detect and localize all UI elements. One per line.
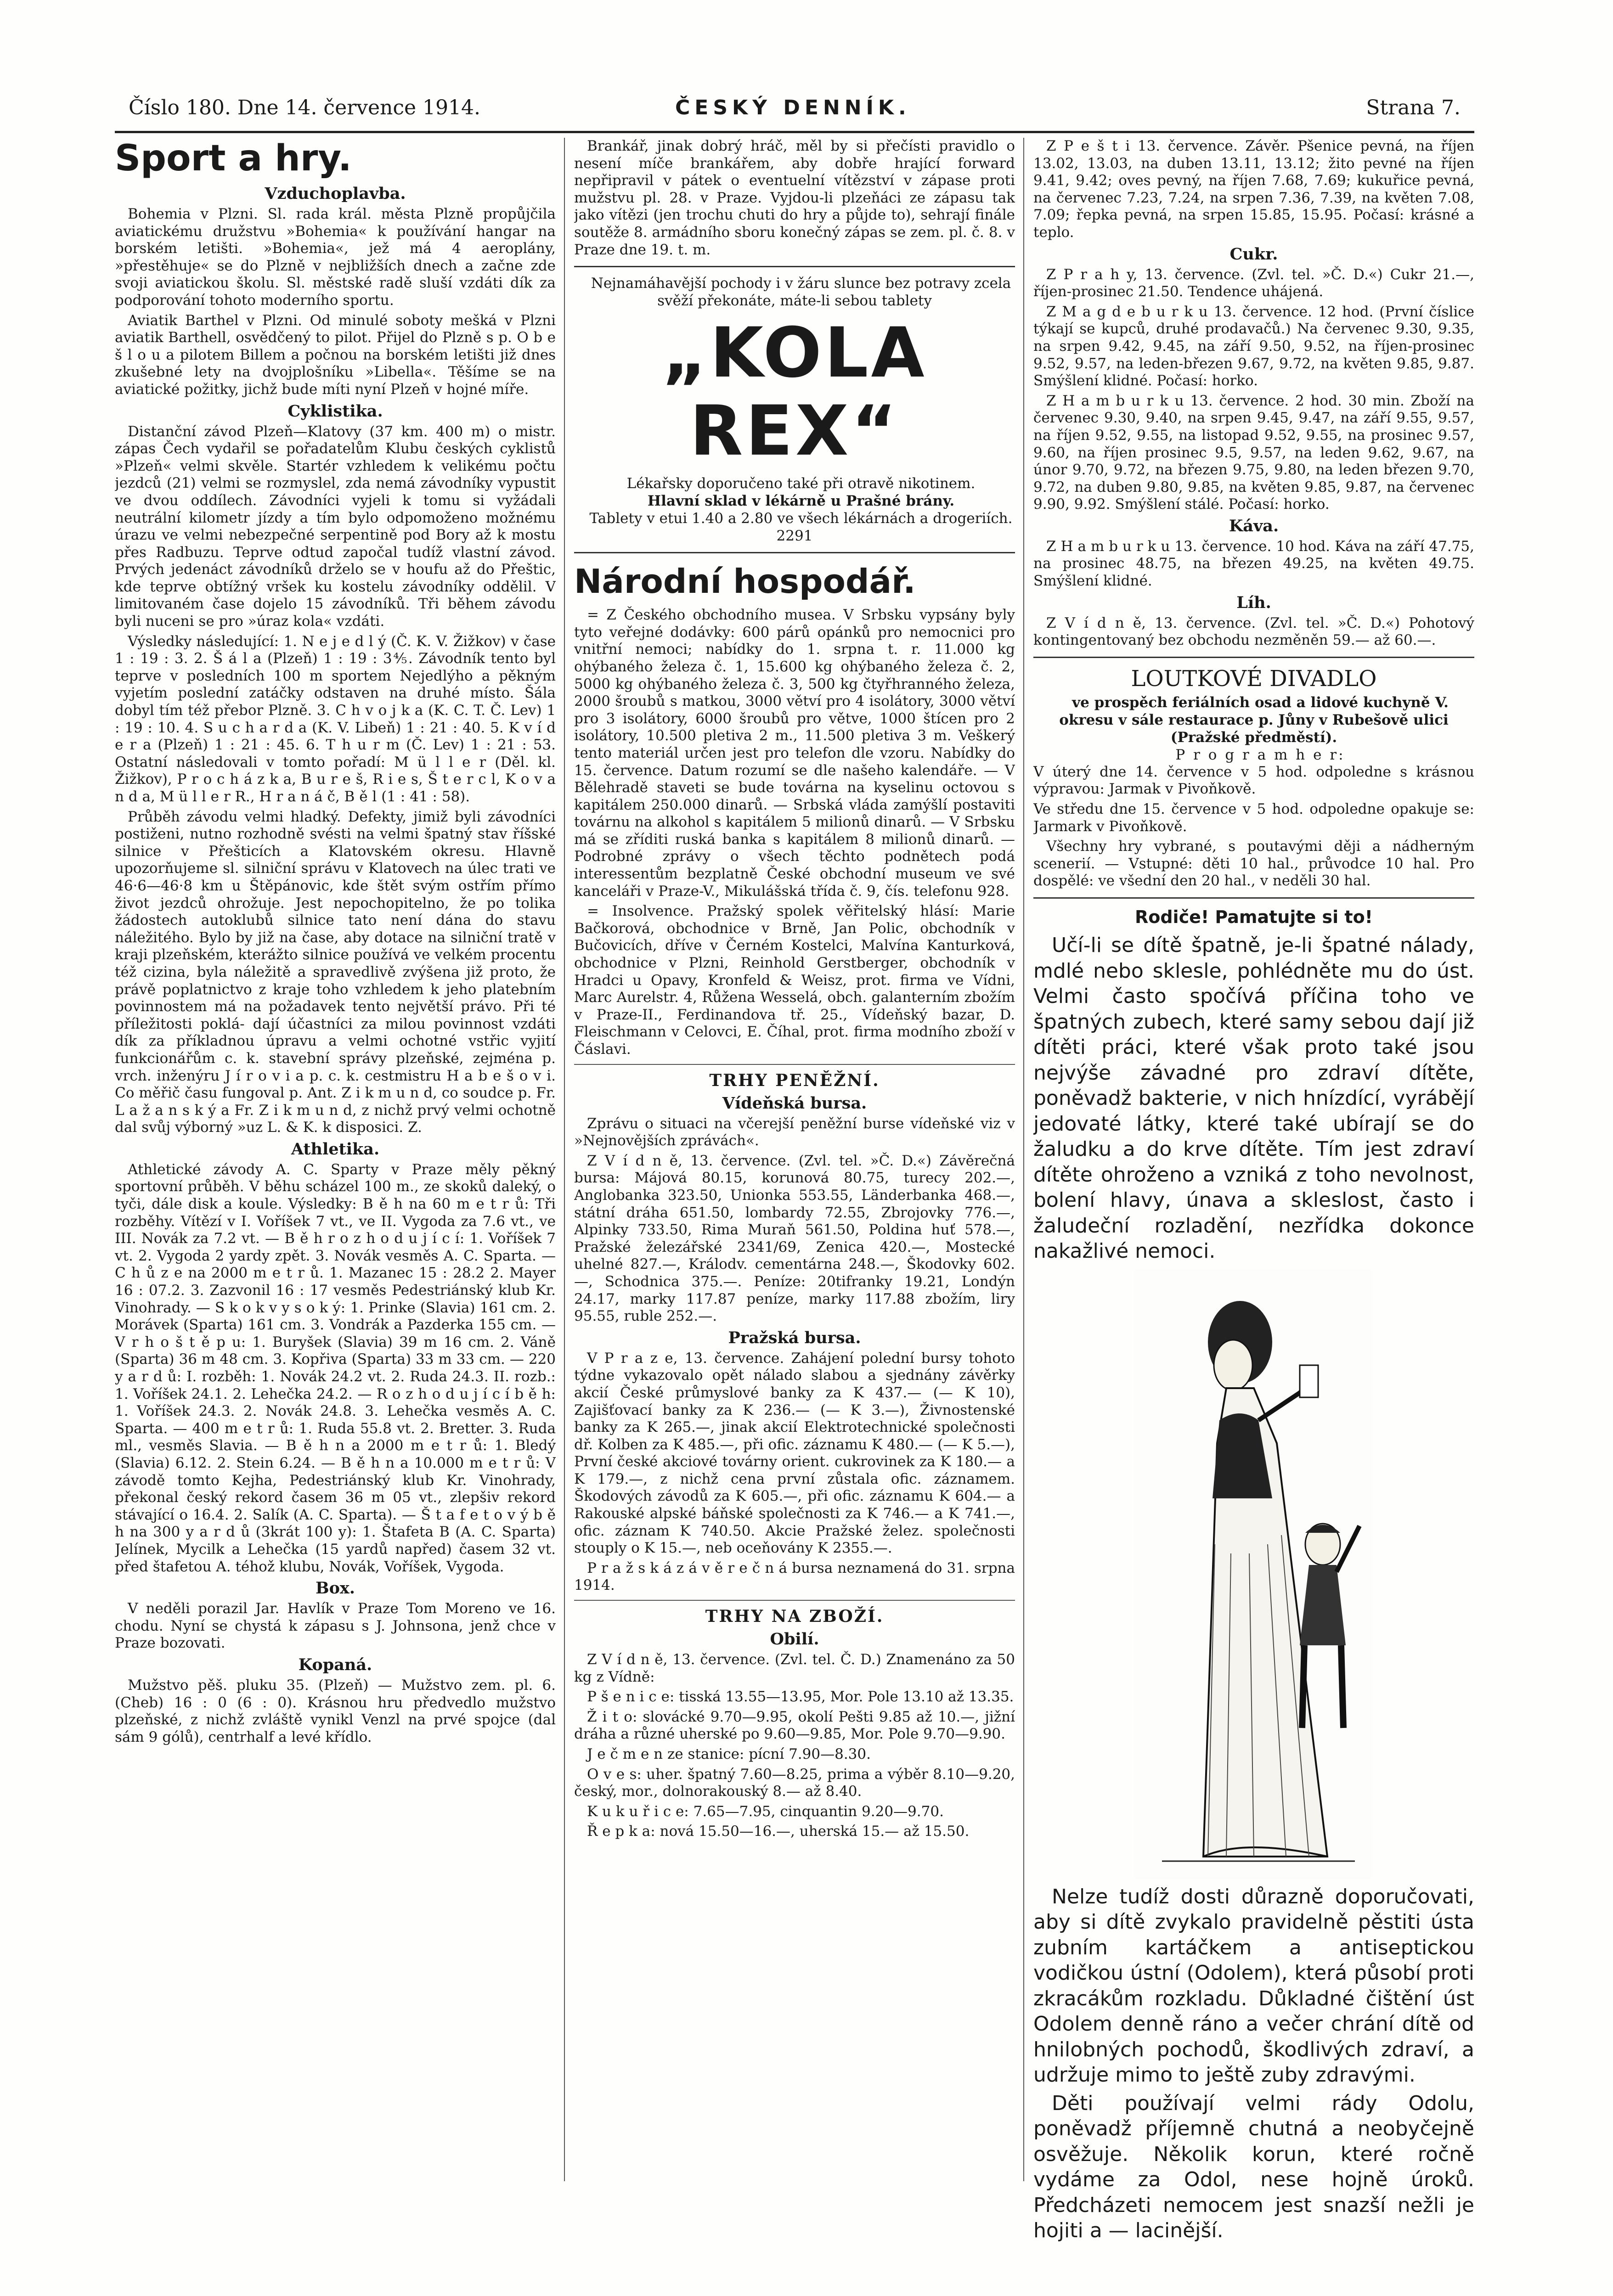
article-paragraph: K u k u ř i c e: 7.65—7.95, cinquantin 9.20—9.70. — [587, 1803, 944, 1820]
ad-divider — [1033, 657, 1474, 658]
ad-text: Hlavní sklad v lékárně u Prašné brány. — [647, 493, 955, 510]
column-markets — [1033, 138, 1474, 2250]
ad-text: Nelze tudíž dosti důrazně doporučovati, aby si dítě zvykalo pravidelně pěstiti ústa zubním kartáčkem a antiseptickou vodičkou ústní (Odolem), která působí proti zkracákům rozkladu. Důkladné čištění úst Odolem denně ráno a večer chrání dítě od hnilobných pochodů, škodlivých zdraví, a udržuje mimo to ještě zuby zdravými. — [1033, 1885, 1474, 2087]
article-paragraph: V P r a z e, 13. července. Zahájení polední bursy tohoto týdne vykazovalo opět nálado slabou a sjednány závěrky akcií České průmyslové banky za K 437.— (— K 10), Zajišťovací banky za K 236.— (— K 3.—), Živnostenské banky za K 265.—, jinak akcií Elektrotechnické společnosti dř. Kolben za K 485.—, při ofic. záznamu K 480.— (— K 5.—), První české akciové továrny orient. cukrovinek za K 180.— a K 179.—, z nichž cena první zůstala ofic. záznamem. Škodových závodů za K 605.—, při ofic. záznamu K 604.— a Rakouské alpské báňské společnosti za K 746.— a K 741.—, ofic. záznam K 740.50. Akcie Pražské želez. společnosti stouply o K 15.—, neb oceňovány K 2355.—. — [574, 1350, 1015, 1557]
advertisement-kola-rex — [574, 275, 1015, 545]
article-paragraph: Brankář, jinak dobrý hráč, měl by si přečísti pravidlo o nesení míče brankářem, aby dobře hrající forward nepřipravil v pátek o eventuelní vítězství v zápase proti mužstvu pl. 28. v Praze. Vyjdou-li plzeňáci ze zápasu tak jako vítězi (jen trochu chuti do hry a půjde to), sehrají finále soutěže 8. armádního sboru konečný zápas se zem. pl. č. 8. v Praze dne 19. t. m. — [574, 138, 1015, 258]
column-divider — [1023, 138, 1024, 2181]
ad-text: P r o g r a m h e r: — [1175, 746, 1345, 763]
article-paragraph: P r a ž s k á z á v ě r e č n á bursa neznamená do 31. srpna 1914. — [574, 1559, 1015, 1594]
article-paragraph: Mužstvo pěš. pluku 35. (Plzeň) — Mužstvo zem. pl. 6. (Cheb) 16 : 0 (6 : 0). Krásnou hru předvedlo mužstvo plzeňské, z nichž zvláště vynikl Venzl na prvé spojce (dal sám 9 gólů), centrhalf a levé křídlo. — [115, 1677, 556, 1745]
article-paragraph: J e č m e n ze stanice: pícní 7.90—8.30. — [587, 1746, 871, 1762]
newspaper-title: ČESKÝ DENNÍK. — [675, 96, 911, 119]
ad-text: V úterý dne 14. července v 5 hod. odpoledne s krásnou výpravou: Jarmak v Pivoňkově. — [1033, 763, 1474, 798]
column-economy — [574, 138, 1015, 2167]
heading-obili: Obilí. — [770, 1630, 819, 1649]
article-paragraph: Z P e š t i 13. července. Závěr. Pšenice pevná, na říjen 13.02, 13.03, na duben 13.11, 13.12; žito pevné na říjen 9.41, 9.42; oves pevný, na říjen 7.68, 7.69; kukuřice pevná, na červenec 7.23, 7.24, na srpen 7.36, 7.39, na květen 7.08, 7.09; řepka pevná, na srpen 15.85, 15.95. Počasí: krásné a teplo. — [1033, 138, 1474, 241]
article-paragraph: Aviatik Barthel v Plzni. Od minulé soboty mešká v Plzni aviatik Barthell, osvědčený to pilot. Přijel do Plzně s p. O b e š l o u a pilotem Billem a počnou na borském letišti již dnes zkušebné lety na dvojplošníku »Libella«. Těšíme se na aviatické požitky, jichž bude míti nyní Plzeň v hojné míře. — [115, 312, 556, 398]
heading-trhy-zbozi: TRHY NA ZBOŽÍ. — [705, 1607, 884, 1626]
divider — [574, 1064, 1015, 1065]
article-paragraph: Z V í d n ě, 13. července. (Zvl. tel. »Č. D.«) Pohotový kontingentovaný bez obchodu nezměněn 59.— až 60.—. — [1033, 614, 1474, 649]
page-number: Strana 7. — [1366, 96, 1461, 119]
article-paragraph: Ř e p k a: nová 15.50—16.—, uherská 15.— až 15.50. — [587, 1823, 970, 1840]
heading-prazska-bursa: Pražská bursa. — [728, 1328, 861, 1347]
heading-cukr: Cukr. — [1229, 244, 1278, 264]
article-paragraph: Průběh závodu velmi hladký. Defekty, jimiž byli závodníci postiženi, nutno rozhodně svésti na velmi špatný stav říšské silnice v Přešticích a Klatovském okresu. Hlavně upozorňujeme sl. silniční správu v Klatovech na úlec trati ve 46·6—46·8 km u Štěpánovic, kde štět svým ostřím přímo život jezdců ohrožuje. Jest nepochopitelno, že po tolika žádostech autoklubů silnice tato není dána do stavu náležitého. Bylo by již na čase, aby dotace na silniční tratě v kraji plzeňském, kterážto silnice používá ve velkém procentu též cizina, byla náležitě a spravedlivě zvýšena již proto, že právě poplatnictvo z kraje toho vzhledem k jeho platebním povinnostem má na požadavek tento největší právo. Při té příležitosti poklá- dají účastníci za milou povinnost vzdáti dík za příkladnou úpravu a velmi ochotné vstřic vyjití funkcionářům c. k. stavební správy plzeňské, zejména p. vrch. inženýru J í r o v i a p. c. k. cestmistru H a b e š o v i. Co měřič času fungoval p. Ant. Z i k m u n d, co soudce p. Fr. L a ž a n s k ý a Fr. Z i k m u n d, z nichž prvý velmi ochotně dal svůj výborný »uz L. & K. k disposici. Z. — [115, 808, 556, 1136]
divider — [574, 1600, 1015, 1601]
ad-text: Všechny hry vybrané, s poutavými ději a nádherným scenerií. — Vstupné: děti 10 hal., průvodce 10 hal. Pro dospělé: ve všední den 20 hal., v neděli 30 hal. — [1033, 838, 1474, 889]
article-paragraph: Athletické závody A. C. Sparty v Praze měly pěkný sportovní průběh. V běhu scházel 100 m., ze skoků daleký, o tyči, dále disk a koule. Výsledky: B ě h na 60 m e t r ů: Tři rozběhy. Vítězí v I. Voříšek 7 vt., ve II. Vygoda za 7.6 vt., ve III. Novák za 7.2 vt. — B ě h r o z h o d u j í c í: 1. Voříšek 7 vt. 2. Vygoda 2 yardy zpět. 3. Novák vesměs A. C. Sparta. — C h ů z e na 2000 m e t r ů. 1. Mazanec 15 : 28.2 2. Mayer 16 : 07.2. 3. Zazvonil 16 : 17 vesměs Pedestriánský klub Kr. Vinohrady. — S k o k v y s o k ý: 1. Prinke (Slavia) 161 cm. 2. Morávek (Sparta) 161 cm. 3. Vondrák a Pazderka 155 cm. — V r h o š t ě p u: 1. Buryšek (Slavia) 39 m 16 cm. 2. Váně (Sparta) 36 m 48 cm. 3. Kopřiva (Sparta) 33 m 33 cm. — 220 y a r d ů: I. rozběh: 1. Novák 24.2 vt. 2. Ruda 24.3. II. rozb.: 1. Voříšek 24.1. 2. Lehečka 24.2. — R o z h o d u j í c í b ě h: 1. Voříšek 24.3. 2. Novák 24.8. 3. Lehečka vesměs A. C. Sparta. — 400 m e t r ů: 1. Ruda 55.8 vt. 2. Bretter. 3. Ruda ml., vesměs Slavia. — B ě h n a 2000 m e t r ů: 1. Bledý (Slavia) 6.12. 2. Stein 6.24. — B ě h n a 10.000 m e t r ů: V závodě tomto Kejha, Pedestriánský klub Kr. Vinohrady, překonal český rekord časem 36 m 05 vt., zlepšiv rekord stávající o 16.4. 2. Salík (A. C. Sparta). — Š t a f e t o v ý b ě h na 300 y a r d ů (3krát 100 y): 1. Štafeta B (A. C. Sparta) Jelínek, Mycilk a Lehečka (15 yardů napřed) časem 32 vt. před štafetou A. téhož klubu, Novák, Voříšek, Vygoda. — [115, 1161, 556, 1575]
article-paragraph: Z M a g d e b u r k u 13. července. 12 hod. (První číslice týkají se kupců, druhé prodavačů.) Na červenec 9.30, 9.35, na srpen 9.42, 9.45, na září 9.50, 9.52, na říjen-prosinec 9.52, 9.57, na leden-březen 9.67, 9.72, na květen 9.85, 9.87. Smýšlení klidné. Počasí: horko. — [1033, 303, 1474, 389]
mother-child-illustration — [1134, 1269, 1373, 1880]
ad-text: Učí-li se dítě špatně, je-li špatné nálady, mdlé nebo sklesle, pohlédněte mu do úst. Velmi často spočívá příčina toho ve špatných zubech, které samy sebou dají již dítěti práci, které však proto také jsou nejvýše závadné pro zdraví dítěte, poněvadž bakterie, v nich hnízdící, vyrábějí jedovaté látky, které také ubírají se do žaludku a do krve dítěte. Tím jest zdraví dítěte ohroženo a vzniká z toho nevolnost, bolení hlavy, únava a skleslost, často i žaludeční rozladění, nezřídka dokonce nakažlivé nemoci. — [1033, 934, 1474, 1263]
ad-text: Lékařsky doporučeno také při otravě nikotinem. — [626, 475, 976, 492]
section-title-economy: Národní hospodář. — [574, 562, 916, 601]
heading-box: Box. — [316, 1579, 355, 1598]
article-paragraph: Ž i t o: slovácké 9.70—9.95, okolí Pešti 9.85 až 10.—, jižní dráha a různé uherské po 9.60—9.85, Mor. Pole 9.70—9.90. — [574, 1708, 1015, 1743]
article-paragraph: V neděli porazil Jar. Havlík v Praze Tom Moreno ve 16. chodu. Nyní se chystá k zápasu s J. Johnsona, jenž chce v Praze bozovati. — [115, 1600, 556, 1652]
ad-divider — [574, 266, 1015, 267]
heading-atletika: Athletika. — [291, 1139, 380, 1159]
ad-text: Děti používají velmi rády Odolu, poněvadž příjemně chutná a neobyčejně osvěžuje. Několik korun, které ročně vydáme za Odol, nese hojně úroků. Předcházeti nemocem jest snazší nežli je hojiti a — lacinější. — [1033, 2091, 1474, 2242]
ad-text: Nejnamáhavější pochody i v žáru slunce bez potravy zcela svěží překonáte, máte-li sebou tablety — [591, 275, 1011, 310]
heading-kopana: Kopaná. — [298, 1655, 372, 1674]
article-paragraph: Výsledky následující: 1. N e j e d l ý (Č. K. V. Žižkov) v čase 1 : 19 : 3. 2. Š á l a (Plzeň) 1 : 19 : 3⅘. Závodník tento byl teprve v posledních 100 m sportem Nejedlýho a pěkným vyjetím poslední zatáčky odstaven na druhé místo. Šála dobyl tím též přebor Plzně. 3. C h v o j k a (K. C. T. Č. Lev) 1 : 19 : 10. 4. S u c h a r d a (K. V. Libeň) 1 : 21 : 40. 5. K v í d e r a (Plzeň) 1 : 21 : 45. 6. T h u r m (Č. Lev) 1 : 21 : 53. Ostatní následovali v tomto pořadí: M ü l l e r (Děl. kl. Žižkov), P r o c h á z k a, B u r e š, R i e s, Š t e r c l, K o v a n d a, M ü l l e r R., H r a n á č, B ě l (1 : 41 : 58). — [115, 633, 556, 805]
heading-vzduchoplavba: Vzduchoplavba. — [265, 184, 406, 203]
section-title-sport: Sport a hry. — [115, 138, 352, 179]
column-divider — [564, 138, 565, 2181]
heading-trhy-penezni: TRHY PENĚŽNÍ. — [709, 1070, 880, 1090]
advertisement-divadlo — [1033, 665, 1474, 890]
heading-videnska-bursa: Vídeňská bursa. — [722, 1093, 867, 1113]
article-paragraph: P š e n i c e: tisská 13.55—13.95, Mor. Pole 13.10 až 13.35. — [587, 1688, 1014, 1705]
ad-text: ve prospěch feriálních osad a lidové kuchyně V. okresu v sále restaurace p. Jůny v Rubešově ulici (Pražské předměstí). — [1059, 694, 1449, 746]
issue-date: Číslo 180. Dne 14. července 1914. — [129, 96, 481, 119]
page-header — [115, 94, 1474, 126]
article-paragraph: O v e s: uher. špatný 7.60—8.25, prima a výběr 8.10—9.20, český, mor., dolnorakouský 8.— až 8.40. — [574, 1766, 1015, 1800]
article-paragraph: Z H a m b u r k u 13. července. 2 hod. 30 min. Zboží na červenec 9.30, 9.40, na srpen 9.45, 9.47, na září 9.55, 9.57, na říjen 9.52, 9.55, na listopad 9.52, 9.55, na prosinec 9.57, 9.60, na říjen prosinec 9.5, 9.57, na leden 9.62, 9.67, na únor 9.70, 9.72, na březen 9.75, 9.80, na leden březen 9.70, 9.72, na duben 9.80, 9.85, na květen 9.85, 9.87, na červenec 9.90, 9.92. Smýšlení stálé. Počasí: horko. — [1033, 392, 1474, 513]
article-paragraph: Distanční závod Plzeň—Klatovy (37 km. 400 m) o mistr. zápas Čech vydařil se pořadatelům Klubu českých cyklistů »Plzeň« velmi skvěle. Startér vzhledem k velikému počtu jezdců (21) velmi se rozmyslel, zda nemá závodníky vypustit ve dvou oddílech. Závodníci vyjeli k tomu si vyžádali neutrální kilometr jízdy a tím bylo odpomoženo možnému úrazu ve velmi nebezpečné serpentině pod Bory až k mostu přes Radbuzu. Teprve odtud započal tudíž vlastní závod. Prvých jedenáct závodníků drželo se v houfu až do Přeštic, kde teprve obtížný vršek ku kostelu závodníky oddělil. V limitovaném čase dojelo 15 závodníků. Tři během závodu byli nuceni se pro »úraz kola« vzdáti. — [115, 423, 556, 630]
heading-lih: Líh. — [1236, 593, 1271, 612]
article-paragraph: Z V í d n ě, 13. července. (Zvl. tel. »Č. D.«) Závěrečná bursa: Májová 80.15, korunová 80.75, turecy 202.—, Anglobanka 323.50, Unionka 553.55, Länderbanka 468.—, státní dráha 651.50, lombardy 72.55, Zbrojovky 776.—, Alpinky 733.50, Rima Muraň 561.50, Poldina huť 578.—, Pražské železářské 2341/69, Zenica 420.—, Mostecké uhelné 827.—, Králodv. cementárna 248.—, Škodovky 602.—, Schodnica 375.—. Peníze: 20tifranky 19.21, Londýn 24.17, marky 117.87 peníze, marky 117.88 zbožím, liry 95.55, ruble 252.—. — [574, 1152, 1015, 1325]
article-paragraph: Z H a m b u r k u 13. července. 10 hod. Káva na září 47.75, na prosinec 48.75, na březen 49.25, na květen 49.75. Smýšlení klidné. — [1033, 538, 1474, 590]
ad-title: LOUTKOVÉ DIVADLO — [1131, 665, 1377, 692]
article-paragraph: Z P r a h y, 13. července. (Zvl. tel. »Č. D.«) Cukr 21.—, říjen-prosinec 21.50. Tendence uhájená. — [1033, 266, 1474, 300]
article-paragraph: Z V í d n ě, 13. července. (Zvl. tel. Č. D.) Znamenáno za 50 kg z Vídně: — [574, 1651, 1015, 1685]
ad-text: Ve středu dne 15. července v 5 hod. odpoledne opakuje se: Jarmark v Pivoňkově. — [1033, 801, 1474, 835]
ad-title: Rodiče! Pamatujte si to! — [1134, 907, 1373, 927]
column-sport — [115, 138, 556, 2232]
article-paragraph: = Z Českého obchodního musea. V Srbsku vypsány byly tyto veřejné dodávky: 600 párů opánků pro nemocnici pro vnitřní nemoci; nabídky do 1. srpna t. r. 11.000 kg ohýbaného železa č. 1, 15.600 kg ohýbaného železa č. 2, 5000 kg ohýbaného železa č. 3, 500 kg čtyřhranného železa, 2000 šroubů s matkou, 3000 větví pro 4 isolátory, 3000 větví pro 3 isolátory, 6000 šroubů pro větve, 1000 štícen pro 2 isolátory, 10.500 pletiva 2 m., 11.500 pletiva 3 m. Veškerý tento materiál určen jest pro telefon dle vzoru. Nabídky do 15. července. Datum rozumí se dle našeho kalendáře. — V Bělehradě staveti se bude továrna na kyselinu octovou s kapitálem 250.000 dinarů. — Srbská vláda zamýšlí postaviti továrnu na alkohol s kapitálem 5 milionů dinarů. — V Srbsku má se zříditi ruská banka s kapitálem 8 milionů dinarů. — Podrobné zprávy o všech těchto podnětech podá interessentům bezplatně České obchodní museum ve své kanceláři v Praze-V., Mikulášská třída č. 9, čís. telefonu 928. — [574, 607, 1015, 900]
heading-kava: Káva. — [1229, 516, 1279, 535]
ad-brand: „KOLA REX“ — [662, 313, 927, 472]
heading-cyklistika: Cyklistika. — [288, 401, 383, 421]
article-paragraph: Bohemia v Plzni. Sl. rada král. města Plzně propůjčila aviatickému družstvu »Bohemia« k používání hangar na borském letišti. »Bohemia«, jež má 4 aeroplány, »přestěhuje« se do Plzně v nejbližších dnech a začne zde svoji aviatickou školu. Sl. městské radě sluší vzdáti dík za podporování tohoto moderního sportu. — [115, 206, 556, 309]
advertisement-odol — [1033, 906, 1474, 2244]
article-paragraph: Zprávu o situaci na včerejší peněžní burse vídeňské viz v »Nejnovějších zprávách«. — [574, 1115, 1015, 1149]
ad-divider — [574, 552, 1015, 553]
ad-divider — [1033, 897, 1474, 899]
article-paragraph: = Insolvence. Pražský spolek věřitelský hlásí: Marie Bačkorová, obchodnice v Brně, Jan Polic, obchodník v Bučovicích, dříve v Černém Kostelci, Malvína Kanturková, obchodnice v Plzni, Reinhold Gerstberger, obchodník v Hradci u Opavy, Kronfeld & Weisz, prot. firma ve Vídni, Marc Aurelstr. 4, Růžena Wesselá, obch. galanterním zbožím v Praze-II., Ferdinandova tř. 25., Vídeňský bazar, D. Fleischmann v Celovci, E. Číhal, prot. firma modního zboží v Čáslavi. — [574, 903, 1015, 1058]
header-rule — [115, 131, 1474, 133]
ad-text: Tablety v etui 1.40 a 2.80 ve všech lékárnách a drogeriích. 2291 — [589, 510, 1013, 545]
